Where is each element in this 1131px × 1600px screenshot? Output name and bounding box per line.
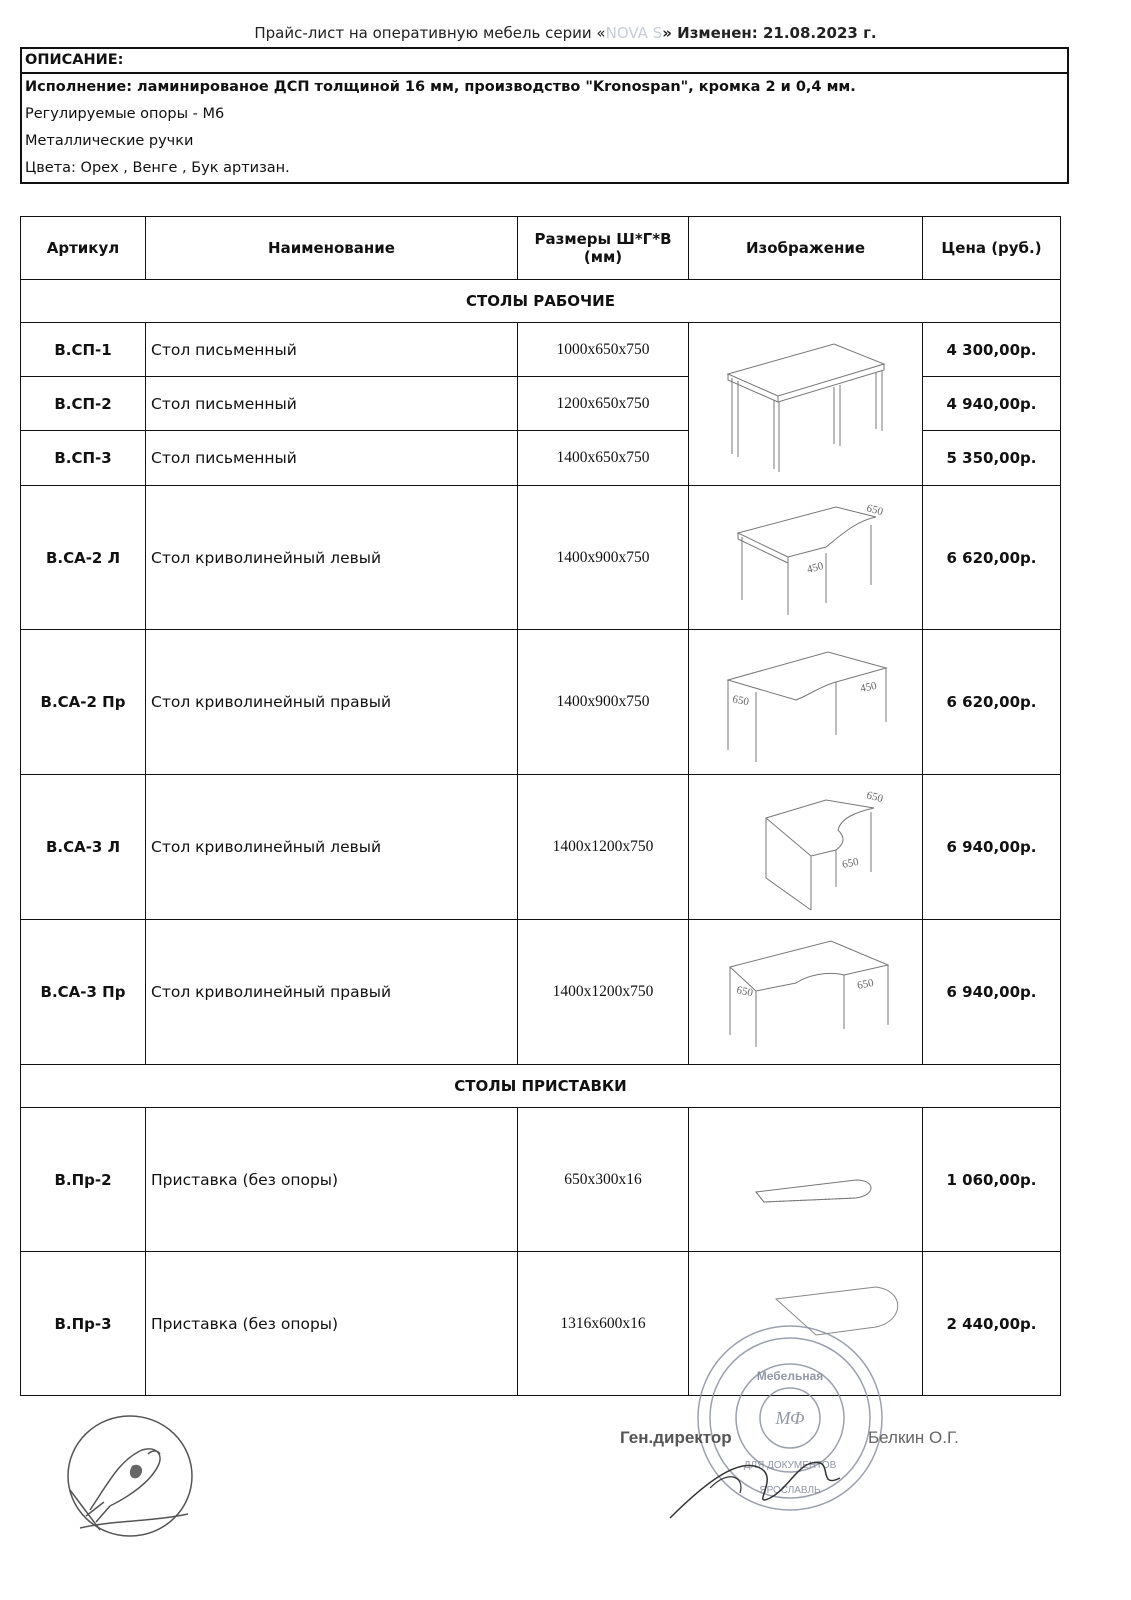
bird-logo-icon — [60, 1410, 200, 1545]
row-name: Стол криволинейный правый — [146, 920, 518, 1065]
corner-left-desk-drawing — [716, 782, 896, 912]
row-price: 6 940,00р. — [923, 920, 1061, 1065]
row-image-curved-left-desk — [689, 486, 923, 630]
description-line-2: Регулируемые опоры - М6 — [25, 106, 225, 122]
dim-label: 650 — [864, 502, 884, 519]
section-title-extensions: СТОЛЫ ПРИСТАВКИ — [21, 1065, 1061, 1108]
row-size: 1400х650х750 — [518, 431, 689, 486]
table-row — [21, 486, 1061, 630]
description-line-3: Металлические ручки — [25, 133, 194, 149]
dim-label: 650 — [840, 855, 860, 871]
curved-left-desk-drawing — [716, 495, 896, 620]
title-brand: NOVA S — [605, 24, 663, 42]
row-article: В.СА-3 Пр — [21, 920, 146, 1065]
col-header-image: Изображение — [689, 217, 923, 280]
row-image-corner-right-desk — [689, 920, 923, 1065]
row-name: Стол криволинейный левый — [146, 775, 518, 920]
row-article: В.СА-3 Л — [21, 775, 146, 920]
description-line — [22, 101, 1067, 128]
table-row — [21, 1108, 1061, 1252]
corner-right-desk-drawing — [716, 927, 896, 1057]
description-box — [20, 47, 1069, 184]
straight-desk-drawing — [716, 334, 896, 474]
row-article: В.СП-1 — [21, 323, 146, 377]
row-article: В.Пр-3 — [21, 1252, 146, 1396]
section-row — [21, 1065, 1061, 1108]
table-row — [21, 775, 1061, 920]
row-name: Приставка (без опоры) — [146, 1108, 518, 1252]
title-prefix: Прайс-лист на оперативную мебель серии « — [254, 24, 606, 42]
row-article: В.СП-3 — [21, 431, 146, 486]
signature-name: Белкин О.Г. — [868, 1428, 959, 1447]
table-row — [21, 323, 1061, 377]
row-image-curved-right-desk — [689, 630, 923, 775]
row-price: 5 350,00р. — [923, 431, 1061, 486]
row-name: Стол криволинейный правый — [146, 630, 518, 775]
section-title-work-desks: СТОЛЫ РАБОЧИЕ — [21, 280, 1061, 323]
dim-label: 650 — [864, 789, 884, 806]
row-image-small-extension — [689, 1108, 923, 1252]
row-size: 1400х900х750 — [518, 630, 689, 775]
table-row — [21, 920, 1061, 1065]
bird-logo — [60, 1410, 200, 1549]
row-price: 6 620,00р. — [923, 630, 1061, 775]
row-price: 2 440,00р. — [923, 1252, 1061, 1396]
description-line — [22, 128, 1067, 155]
row-article: В.СП-2 — [21, 377, 146, 431]
col-header-name: Наименование — [146, 217, 518, 280]
description-line — [22, 155, 1067, 182]
title-suffix: » Изменен: 21.08.2023 г. — [662, 24, 877, 42]
signature-scribble — [650, 1418, 870, 1538]
col-header-price: Цена (руб.) — [923, 217, 1061, 280]
row-size: 1400х1200х750 — [518, 920, 689, 1065]
document-title — [0, 24, 1131, 42]
dim-label: 650 — [734, 984, 754, 1000]
row-size: 1316х600х16 — [518, 1252, 689, 1396]
description-line-4: Цвета: Орех , Венге , Бук артизан. — [25, 160, 290, 176]
row-size: 1200х650х750 — [518, 377, 689, 431]
col-header-size: Размеры Ш*Г*В (мм) — [518, 217, 689, 280]
row-price: 1 060,00р. — [923, 1108, 1061, 1252]
row-name: Стол письменный — [146, 431, 518, 486]
table-row — [21, 630, 1061, 775]
row-price: 6 620,00р. — [923, 486, 1061, 630]
row-image-corner-left-desk — [689, 775, 923, 920]
price-table — [20, 216, 1061, 1396]
table-header-row — [21, 217, 1061, 280]
stamp-company: Мебельная — [756, 1369, 824, 1383]
svg-text:МФ: МФ — [775, 1408, 805, 1428]
row-name: Приставка (без опоры) — [146, 1252, 518, 1396]
dim-label: 450 — [858, 679, 878, 695]
row-article: В.СА-2 Л — [21, 486, 146, 630]
signature-position: Ген.директор — [620, 1428, 732, 1447]
row-article: В.СА-2 Пр — [21, 630, 146, 775]
curved-right-desk-drawing — [716, 640, 896, 765]
row-price: 6 940,00р. — [923, 775, 1061, 920]
row-price: 4 940,00р. — [923, 377, 1061, 431]
small-extension-drawing — [716, 1140, 896, 1220]
row-size: 1400х900х750 — [518, 486, 689, 630]
dim-label: 650 — [855, 976, 875, 992]
description-heading: ОПИСАНИЕ: — [22, 49, 1067, 74]
description-line-1: Исполнение: ламинированое ДСП толщиной 16 мм, производство "Kronospan", кромка 2 и 0,4 мм. — [25, 79, 856, 95]
stamp-city: ЯРОСЛАВЛЬ — [759, 1485, 821, 1496]
section-row — [21, 280, 1061, 323]
stamp-purpose: ДЛЯ ДОКУМЕНТОВ — [743, 1460, 837, 1471]
description-line — [22, 74, 1067, 101]
row-name: Стол криволинейный левый — [146, 486, 518, 630]
row-image-straight-desk — [689, 323, 923, 486]
dim-label: 650 — [730, 692, 750, 708]
row-price: 4 300,00р. — [923, 323, 1061, 377]
dim-label: 450 — [805, 560, 825, 576]
row-size: 650х300х16 — [518, 1108, 689, 1252]
row-size: 1000х650х750 — [518, 323, 689, 377]
col-header-article: Артикул — [21, 217, 146, 280]
row-name: Стол письменный — [146, 323, 518, 377]
row-name: Стол письменный — [146, 377, 518, 431]
row-article: В.Пр-2 — [21, 1108, 146, 1252]
table-row — [21, 1252, 1061, 1396]
row-size: 1400х1200х750 — [518, 775, 689, 920]
